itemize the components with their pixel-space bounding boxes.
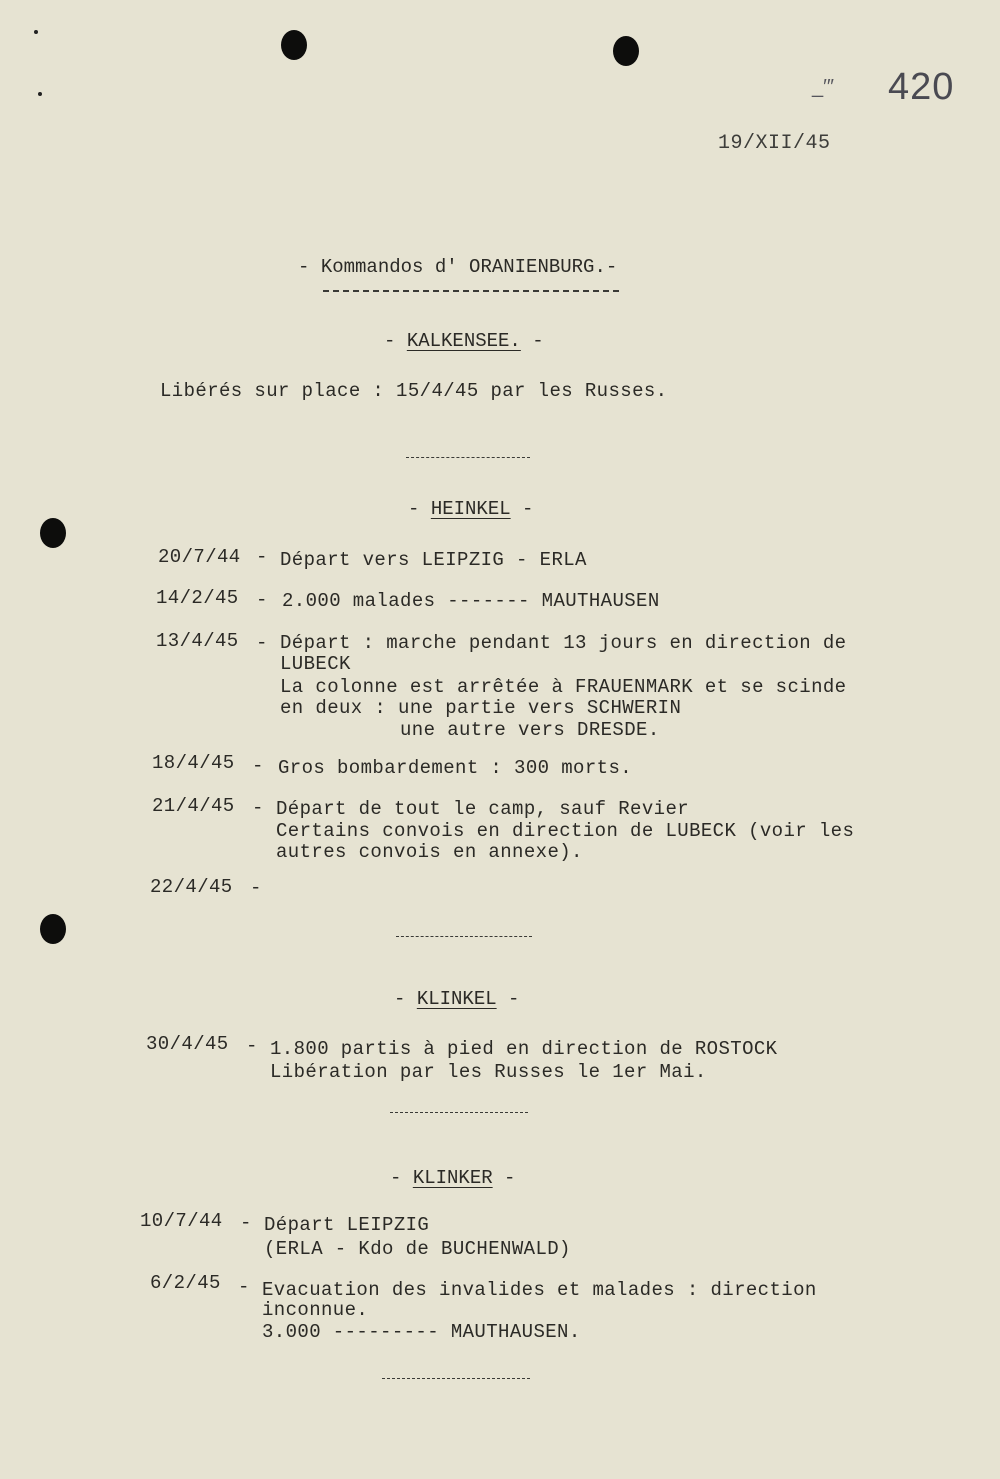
section-heading: - HEINKEL -	[408, 498, 534, 520]
separator	[390, 1112, 528, 1113]
page-mark: _′″	[812, 76, 834, 98]
entry-line: Gros bombardement : 300 morts.	[278, 757, 633, 779]
section-heading: - KLINKEL -	[394, 988, 520, 1010]
entry-line: une autre vers DRESDE.	[400, 719, 660, 741]
punch-hole-left-lower	[40, 914, 66, 944]
section-heading: - KLINKER -	[390, 1167, 516, 1189]
entry-dash: -	[256, 589, 268, 611]
separator	[382, 1378, 530, 1379]
entry-date: 10/7/44	[140, 1210, 223, 1232]
entry-line: Libération par les Russes le 1er Mai.	[270, 1061, 707, 1083]
entry-line: La colonne est arrêtée à FRAUENMARK et se scinde	[280, 676, 847, 698]
entry-line: Certains convois en direction de LUBECK (voir les	[276, 820, 855, 842]
entry-dash: -	[256, 546, 268, 568]
entry-line: autres convois en annexe).	[276, 841, 583, 863]
entry-line: Départ : marche pendant 13 jours en direction de	[280, 632, 847, 654]
entry-line: Départ LEIPZIG	[264, 1214, 430, 1236]
separator	[396, 936, 532, 937]
entry-date: 18/4/45	[152, 752, 235, 774]
entry-dash: -	[246, 1035, 258, 1057]
entry-dash: -	[240, 1212, 252, 1234]
entry-line: Départ vers LEIPZIG - ERLA	[280, 549, 587, 571]
entry-line: 2.000 malades ------- MAUTHAUSEN	[282, 590, 660, 612]
punch-hole-left-upper	[40, 518, 66, 548]
speck	[38, 92, 42, 96]
entry-line: en deux : une partie vers SCHWERIN	[280, 697, 682, 719]
section-line: Libérés sur place : 15/4/45 par les Russes.	[160, 380, 668, 402]
title-underline	[323, 290, 619, 292]
entry-line: 3.000 --------- MAUTHAUSEN.	[262, 1321, 581, 1343]
entry-dash: -	[256, 632, 268, 654]
entry-line: LUBECK	[280, 653, 351, 675]
document-title: - Kommandos d' ORANIENBURG.-	[298, 256, 618, 278]
entry-date: 6/2/45	[150, 1272, 221, 1294]
punch-hole-top-left	[281, 30, 307, 60]
punch-hole-top-right	[613, 36, 639, 66]
entry-date: 20/7/44	[158, 546, 241, 568]
entry-date: 30/4/45	[146, 1033, 229, 1055]
speck	[34, 30, 38, 34]
page-number: 420	[888, 66, 955, 108]
entry-line: (ERLA - Kdo de BUCHENWALD)	[264, 1238, 571, 1260]
entry-date: 13/4/45	[156, 630, 239, 652]
document-date: 19/XII/45	[718, 132, 831, 155]
separator	[406, 457, 530, 458]
entry-line: Evacuation des invalides et malades : direction	[262, 1279, 817, 1301]
section-heading: - KALKENSEE. -	[384, 330, 544, 352]
entry-line: Départ de tout le camp, sauf Revier	[276, 798, 690, 820]
entry-date: 21/4/45	[152, 795, 235, 817]
entry-line: inconnue.	[262, 1299, 369, 1321]
entry-line: 1.800 partis à pied en direction de ROSTOCK	[270, 1038, 778, 1060]
entry-date: 14/2/45	[156, 587, 239, 609]
entry-dash: -	[250, 877, 262, 899]
entry-date: 22/4/45	[150, 876, 233, 898]
entry-dash: -	[252, 797, 264, 819]
entry-dash: -	[238, 1276, 250, 1298]
entry-dash: -	[252, 755, 264, 777]
